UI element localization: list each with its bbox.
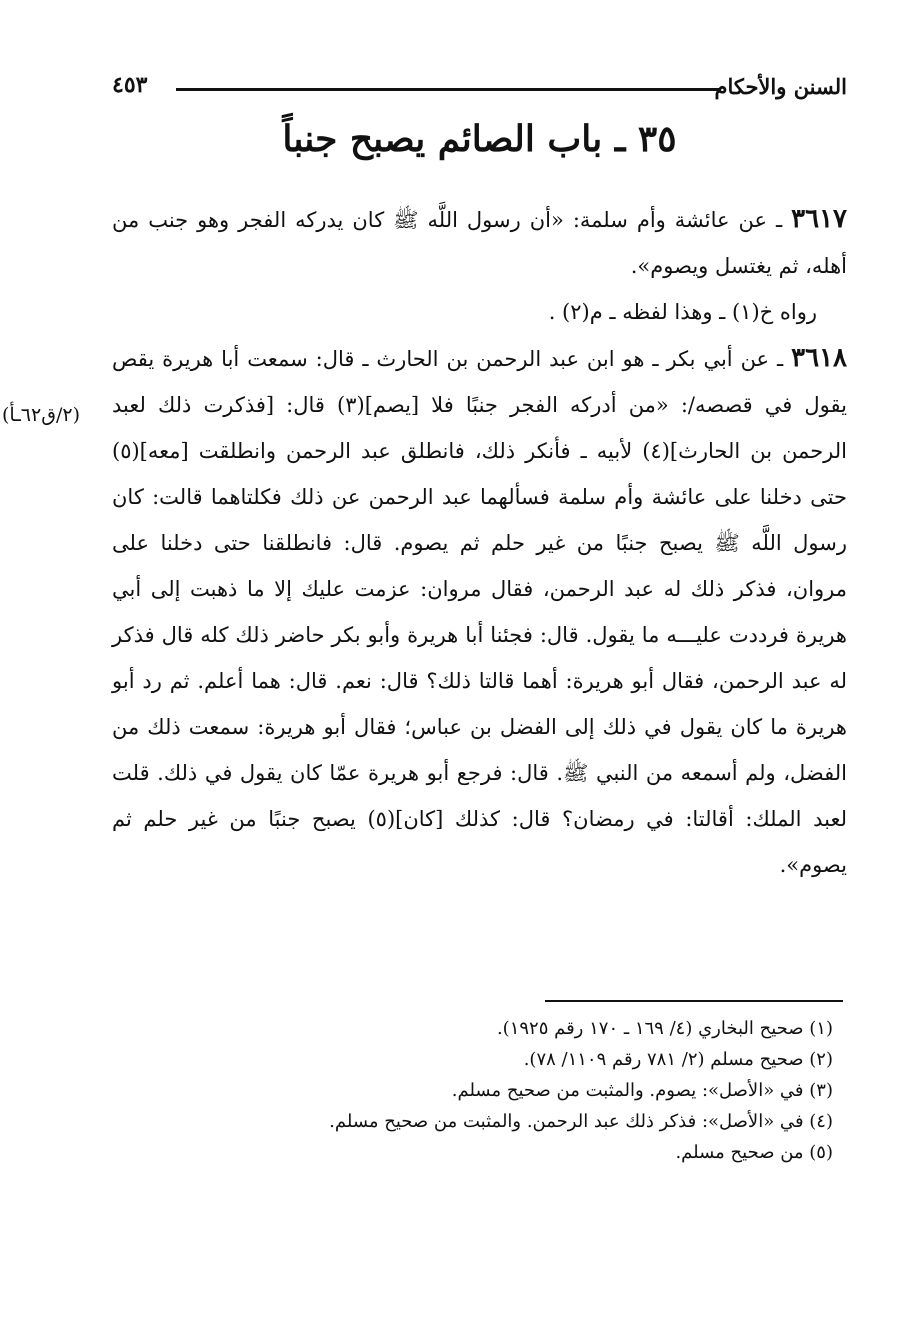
hadith-reference: رواه خ(١) ـ وهذا لفظه ـ م(٢) .: [548, 300, 817, 324]
header-rule: [176, 88, 719, 91]
footnote: (١) صحيح البخاري (٤/ ١٦٩ ـ ١٧٠ رقم ١٩٢٥).: [496, 1018, 833, 1039]
hadith-number: ٣٦١٨: [791, 343, 847, 373]
hadith-3618: [112, 335, 847, 888]
running-head-title: السنن والأحكام: [714, 74, 847, 99]
body-text: [112, 196, 847, 888]
hadith-text: ـ عن أبي بكر ـ هو ابن عبد الرحمن بن الحارث ـ قال: سمعت أبا هريرة يقص يقول في قصصه/: «من أدركه الفجر جنبًا فلا [يصم](٣) قال: [فذكرت ذلك لعبد الرحمن بن الحارث](٤) لأبيه ـ فأنكر ذلك، فانطلق عبد الرحمن وانطلقت [معه](٥) حتى دخلنا على عائشة وأم سلمة فسألهما عبد الرحمن عن ذلك فكلتاهما قالت: كان رسول اللَّه ﷺ يصبح جنبًا من غير حلم ثم يصوم. قال: فانطلقنا حتى دخلنا على مروان، فذكر ذلك له عبد الرحمن، فقال مروان: عزمت عليك إلا ما ذهبت إلى أبي هريرة فرددت عليـــه ما يقول. قال: فجئنا أبا هريرة وأبو بكر حاضر ذلك كله قال فذكر له عبد الرحمن، فقال أبو هريرة: أهما قالتا ذلك؟ قال: نعم. قال: هما أعلم. ثم رد أبو هريرة ما كان يقول في ذلك إلى الفضل بن عباس؛ فقال أبو هريرة: سمعت ذلك من الفضل، ولم أسمعه من النبي ﷺ. قال: فرجع أبو هريرة عمّا كان يقول في ذلك. قلت لعبد الملك: أقالتا: في رمضان؟ قال: كذلك [كان](٥) يصبح جنبًا من غير حلم ثم يصوم».: [112, 347, 847, 877]
manuscript-folio-note: (٢/ق٦٢ـأ): [2, 404, 80, 426]
footnotes: [112, 1013, 847, 1168]
page-number: ٤٥٣: [112, 72, 148, 98]
footnote-rule: [545, 1000, 843, 1002]
footnote: (٤) في «الأصل»: فذكر ذلك عبد الرحمن. والمثبت من صحيح مسلم.: [329, 1111, 833, 1132]
footnote: (٢) صحيح مسلم (٢/ ٧٨١ رقم ١١٠٩/ ٧٨).: [523, 1049, 833, 1070]
chapter-title: ٣٥ ـ باب الصائم يصبح جنباً: [282, 118, 677, 160]
hadith-text: ـ عن عائشة وأم سلمة: «أن رسول اللَّه ﷺ كان يدركه الفجر وهو جنب من أهله، ثم يغتسل ويصوم».: [112, 208, 847, 278]
hadith-3617: [112, 196, 847, 289]
footnote: (٣) في «الأصل»: يصوم. والمثبت من صحيح مسلم.: [451, 1080, 833, 1101]
running-head: [112, 68, 847, 108]
hadith-number: ٣٦١٧: [791, 204, 847, 234]
footnote: (٥) من صحيح مسلم.: [675, 1142, 833, 1163]
